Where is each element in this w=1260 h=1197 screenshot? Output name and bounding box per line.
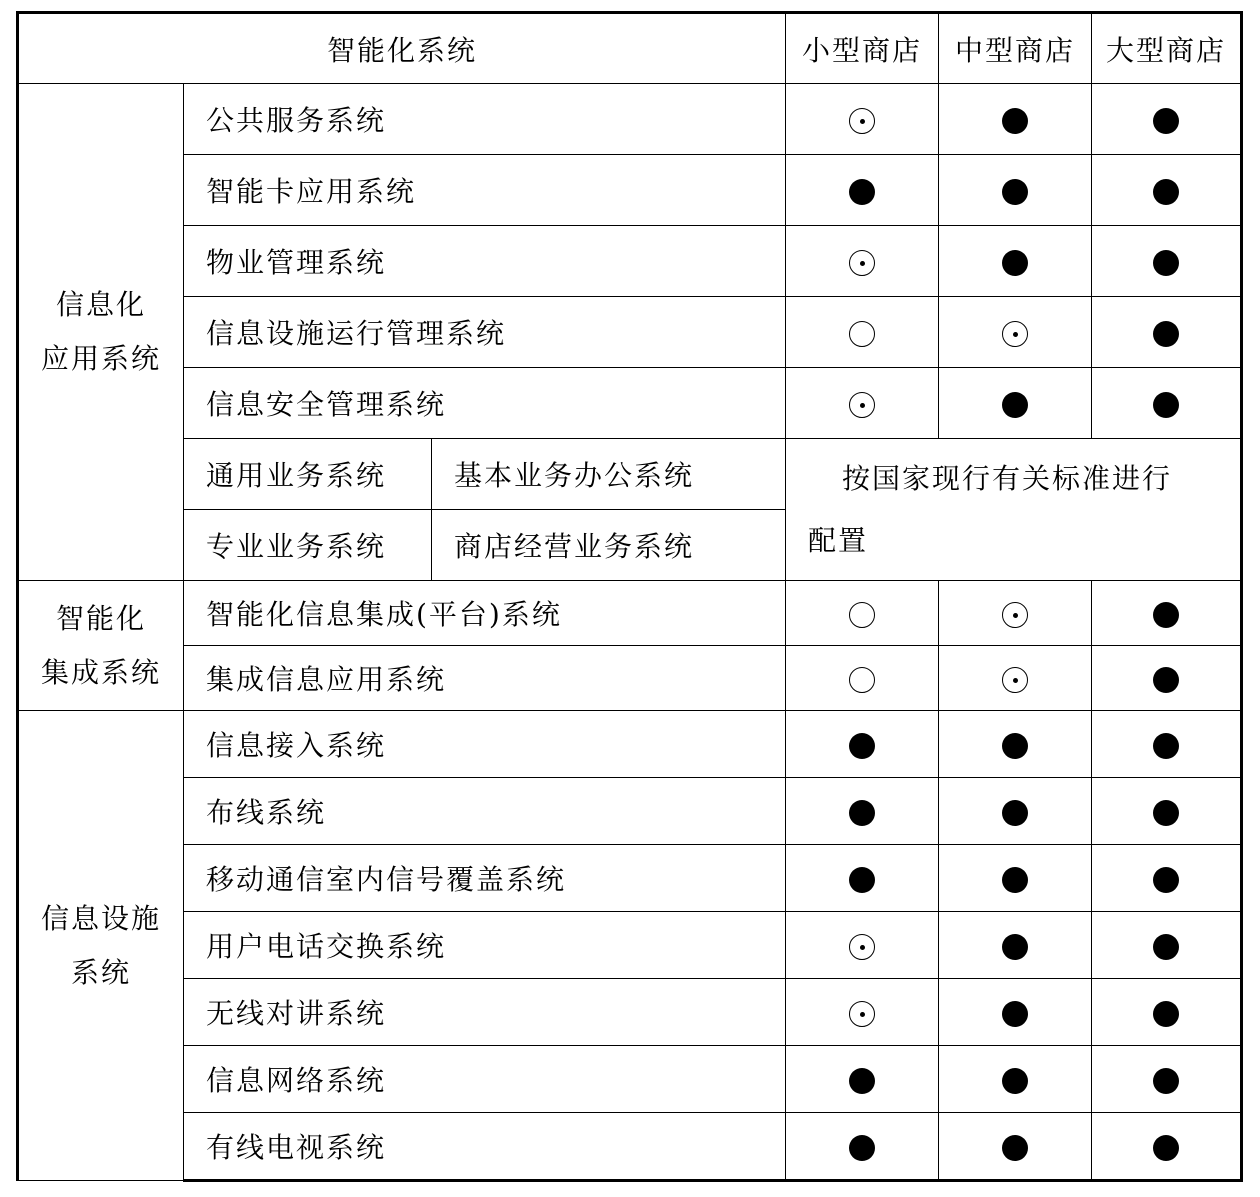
row-label: 信息网络系统 [184,1046,786,1113]
table-row [18,845,1242,912]
dotted-circle-icon [849,250,875,276]
filled-circle-icon [1002,250,1028,276]
group-infra [18,711,184,1181]
dotted-circle-icon [1002,602,1028,628]
filled-circle-icon [1153,667,1179,693]
header-row [18,13,1242,84]
filled-circle-icon [1153,179,1179,205]
filled-circle-icon [1153,392,1179,418]
filled-circle-icon [1153,934,1179,960]
filled-circle-icon [849,1135,875,1161]
row-sublabel: 商店经营业务系统 [432,510,786,581]
filled-circle-icon [849,1068,875,1094]
empty-circle-icon [849,602,875,628]
table-row [18,646,1242,711]
filled-circle-icon [1002,733,1028,759]
header-large-store: 大型商店 [1092,13,1242,84]
filled-circle-icon [1002,1001,1028,1027]
header-system: 智能化系统 [18,13,786,84]
row-label: 通用业务系统 [184,439,432,510]
filled-circle-icon [1153,602,1179,628]
empty-circle-icon [849,321,875,347]
filled-circle-icon [1002,179,1028,205]
row-label: 信息接入系统 [184,711,786,778]
filled-circle-icon [1153,867,1179,893]
empty-circle-icon [849,667,875,693]
group-label-line1: 信息化 [55,288,146,321]
table-row [18,1113,1242,1181]
table-row [18,711,1242,778]
dotted-circle-icon [849,392,875,418]
table-row [18,439,1242,510]
note-line2: 配置 [808,523,869,557]
filled-circle-icon [1002,392,1028,418]
table-row [18,778,1242,845]
table-row [18,1046,1242,1113]
table-row [18,297,1242,368]
group-integration [18,581,184,711]
filled-circle-icon [849,733,875,759]
group-info-app [18,84,184,581]
filled-circle-icon [1153,321,1179,347]
group-label-line1: 信息设施 [40,901,161,935]
dotted-circle-icon [1002,321,1028,347]
row-label: 集成信息应用系统 [184,646,786,711]
filled-circle-icon [1153,1068,1179,1094]
filled-circle-icon [1002,1135,1028,1161]
filled-circle-icon [1153,800,1179,826]
filled-circle-icon [1002,108,1028,134]
row-label: 布线系统 [184,778,786,845]
filled-circle-icon [1153,250,1179,276]
filled-circle-icon [849,867,875,893]
group-label-line2: 系统 [70,955,131,989]
table-row [18,155,1242,226]
row-label: 信息设施运行管理系统 [184,297,786,368]
group-label-line1: 智能化 [55,601,146,635]
filled-circle-icon [1002,934,1028,960]
dotted-circle-icon [849,108,875,134]
row-label: 移动通信室内信号覆盖系统 [184,845,786,912]
group-label-line2: 集成系统 [40,655,161,689]
dotted-circle-icon [1002,667,1028,693]
filled-circle-icon [849,800,875,826]
row-label: 公共服务系统 [184,84,786,155]
table-row [18,581,1242,646]
table-row [18,912,1242,979]
filled-circle-icon [1153,108,1179,134]
row-label: 物业管理系统 [184,226,786,297]
row-label: 信息安全管理系统 [184,368,786,439]
table-row [18,368,1242,439]
business-config-note [786,439,1242,581]
filled-circle-icon [1153,733,1179,759]
table-row [18,226,1242,297]
row-label: 智能卡应用系统 [184,155,786,226]
table-row [18,979,1242,1046]
filled-circle-icon [849,179,875,205]
filled-circle-icon [1153,1001,1179,1027]
header-medium-store: 中型商店 [939,13,1092,84]
filled-circle-icon [1002,1068,1028,1094]
row-label: 有线电视系统 [184,1113,786,1181]
row-label: 智能化信息集成(平台)系统 [184,581,786,646]
filled-circle-icon [1002,800,1028,826]
dotted-circle-icon [849,934,875,960]
table-row [18,84,1242,155]
row-sublabel: 基本业务办公系统 [432,439,786,510]
row-label: 用户电话交换系统 [184,912,786,979]
row-label: 无线对讲系统 [184,979,786,1046]
header-small-store: 小型商店 [786,13,939,84]
group-label-line2: 应用系统 [40,342,161,375]
dotted-circle-icon [849,1001,875,1027]
note-line1: 按国家现行有关标准进行 [842,461,1173,495]
filled-circle-icon [1153,1135,1179,1161]
configuration-table [16,11,1243,1182]
filled-circle-icon [1002,867,1028,893]
row-label: 专业业务系统 [184,510,432,581]
